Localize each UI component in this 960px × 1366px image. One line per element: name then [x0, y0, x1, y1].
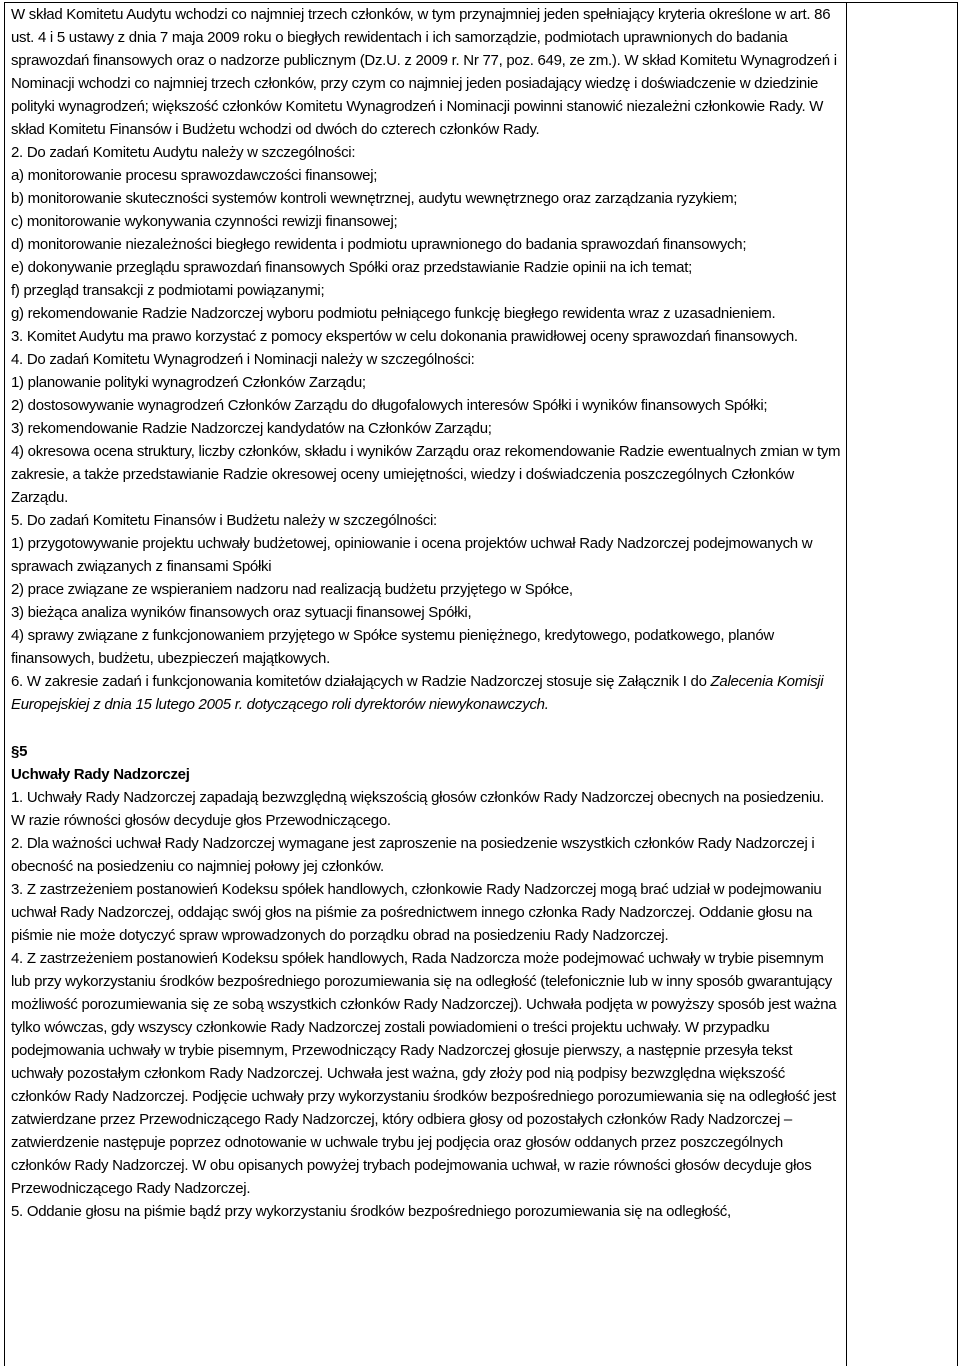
section-number-value: 5	[19, 743, 28, 760]
annex-reference-italic: Zalecenia Komisji Europejskiej z dnia 15 lutego 2005 r. dotyczącego roli dyrektorów niewykonawczych.	[11, 673, 824, 713]
column-divider	[846, 3, 847, 1366]
section-paragraph: 1. Uchwały Rady Nadzorczej zapadają bezwzględną większością głosów członków Rady Nadzorczej obecnych na posiedzeniu. W razie równości głosów decyduje głos Przewodniczącego.	[11, 789, 824, 829]
list-item: e) dokonywanie przeglądu sprawozdań finansowych Spółki oraz przedstawianie Radzie opinii na ich temat;	[11, 259, 693, 276]
committees-composition: W skład Komitetu Audytu wchodzi co najmniej trzech członków, w tym przynajmniej jeden spełniający kryteria określone w art. 86 ust. 4 i 5 ustawy z dnia 7 maja 2009 roku o biegłych rewidentach i ich samorządzie, podmiotach uprawnionych do badania sprawozdań finansowych oraz o nadzorze publicznym (Dz.U. z 2009 r. Nr 77, poz. 649, ze zm.). W skład Komitetu Wynagrodzeń i Nominacji wchodzi co najmniej trzech członków, przy czym co najmniej jeden posiadający wiedzę i doświadczenie w dziedzinie polityki wynagrodzeń; większość członków Komitetu Wynagrodzeń i Nominacji powinni stanowić niezależni członkowie Rady. W skład Komitetu Finansów i Budżetu wchodzi od dwóch do czterech członków Rady.	[11, 6, 837, 138]
audit-tasks-intro: 2. Do zadań Komitetu Audytu należy w szczególności:	[11, 144, 356, 161]
section-paragraph: 2. Dla ważności uchwał Rady Nadzorczej wymagane jest zaproszenie na posiedzenie wszystkich członków Rady Nadzorczej i obecność na posiedzeniu co najmniej połowy jej członków.	[11, 835, 815, 875]
section-number: §5	[11, 743, 28, 760]
list-item: 1) przygotowywanie projektu uchwały budżetowej, opiniowanie i ocena projektów uchwał Rady Nadzorczej podejmowanych w sprawach związanych z finansami Spółki	[11, 535, 813, 575]
list-item: g) rekomendowanie Radzie Nadzorczej wyboru podmiotu pełniącego funkcję biegłego rewidenta wraz z uzasadnieniem.	[11, 305, 776, 322]
list-item: f) przegląd transakcji z podmiotami powiązanymi;	[11, 282, 325, 299]
list-item: 4) sprawy związane z funkcjonowaniem przyjętego w Spółce systemu pieniężnego, kredytowego, podatkowego, planów finansowych, budżetu, ubezpieczeń majątkowych.	[11, 627, 774, 667]
remuneration-tasks-intro: 4. Do zadań Komitetu Wynagrodzeń i Nominacji należy w szczególności:	[11, 351, 475, 368]
document-table	[4, 2, 958, 1366]
list-item: c) monitorowanie wykonywania czynności rewizji finansowej;	[11, 213, 398, 230]
list-item: a) monitorowanie procesu sprawozdawczości finansowej;	[11, 167, 378, 184]
section-paragraph: 3. Z zastrzeżeniem postanowień Kodeksu spółek handlowych, członkowie Rady Nadzorczej mogą brać udział w podejmowaniu uchwał Rady Nadzorczej, oddając swój głos na piśmie za pośrednictwem innego członka Rady Nadzorczej. Oddanie głosu na piśmie nie może dotyczyć spraw wprowadzonych do porządku obrad na posiedzeniu Rady Nadzorczej.	[11, 881, 822, 944]
list-item: 2) prace związane ze wspieraniem nadzoru nad realizacją budżetu przyjętego w Spółce,	[11, 581, 573, 598]
list-item: 1) planowanie polityki wynagrodzeń Członków Zarządu;	[11, 374, 366, 391]
annex-reference-text: 6. W zakresie zadań i funkcjonowania komitetów działających w Radzie Nadzorczej stosuje się Załącznik I do	[11, 673, 707, 690]
section-paragraph: 5. Oddanie głosu na piśmie bądź przy wykorzystaniu środków bezpośredniego porozumiewania się na odległość,	[11, 1203, 731, 1220]
main-text-cell	[11, 3, 841, 1223]
finance-tasks-intro: 5. Do zadań Komitetu Finansów i Budżetu należy w szczególności:	[11, 512, 437, 529]
list-item: 4) okresowa ocena struktury, liczby członków, składu i wyników Zarządu oraz rekomendowanie Radzie ewentualnych zmian w tym zakresie, a także przedstawianie Radzie okresowej oceny umiejętności, wiedzy i doświadczenia poszczególnych Członków Zarządu.	[11, 443, 841, 506]
section-resolutions	[11, 740, 841, 1223]
list-item: 3) bieżąca analiza wyników finansowych oraz sytuacji finansowej Spółki,	[11, 604, 472, 621]
list-item: 2) dostosowywanie wynagrodzeń Członków Zarządu do długofalowych interesów Spółki i wyników finansowych Spółki;	[11, 397, 768, 414]
audit-experts-paragraph: 3. Komitet Audytu ma prawo korzystać z pomocy ekspertów w celu dokonania prawidłowej oceny sprawozdań finansowych.	[11, 328, 798, 345]
list-item: d) monitorowanie niezależności biegłego rewidenta i podmiotu uprawnionego do badania sprawozdań finansowych;	[11, 236, 747, 253]
list-item: b) monitorowanie skuteczności systemów kontroli wewnętrznej, audytu wewnętrznego oraz zarządzania ryzykiem;	[11, 190, 738, 207]
list-item: 3) rekomendowanie Radzie Nadzorczej kandydatów na Członków Zarządu;	[11, 420, 492, 437]
section-title: Uchwały Rady Nadzorczej	[11, 766, 190, 783]
section-paragraph: 4. Z zastrzeżeniem postanowień Kodeksu spółek handlowych, Rada Nadzorcza może podejmować uchwały w trybie pisemnym lub przy wykorzystaniu środków bezpośredniego porozumiewania się na odległość (telefonicznie lub w inny sposób gwarantujący możliwość porozumiewania się ze sobą wszystkich członków Rady Nadzorczej). Uchwała podjęta w powyższy sposób jest ważna tylko wówczas, gdy wszyscy członkowie Rady Nadzorczej zostali powiadomieni o treści projektu uchwały. W przypadku podejmowania uchwały w trybie pisemnym, Przewodniczący Rady Nadzorczej głosuje pierwszy, a następnie przesyła tekst uchwały pozostałym członkom Rady Nadzorczej. Uchwała jest ważna, gdy złoży pod nią podpisy bezwzględna większość członków Rady Nadzorczej. Podjęcie uchwały przy wykorzystaniu środków bezpośredniego porozumiewania się na odległość jest zatwierdzane przez Przewodniczącego Rady Nadzorczej, który odbiera głosy od pozostałych członków Rady Nadzorczej – zatwierdzenie następuje poprzez odnotowanie w uchwale trybu jej podjęcia oraz głosów oddanych przez poszczególnych członków Rady Nadzorczej. W obu opisanych powyżej trybach podejmowania uchwał, w razie równości głosów decyduje głos Przewodniczącego Rady Nadzorczej.	[11, 950, 837, 1197]
annex-reference-paragraph	[11, 670, 841, 716]
